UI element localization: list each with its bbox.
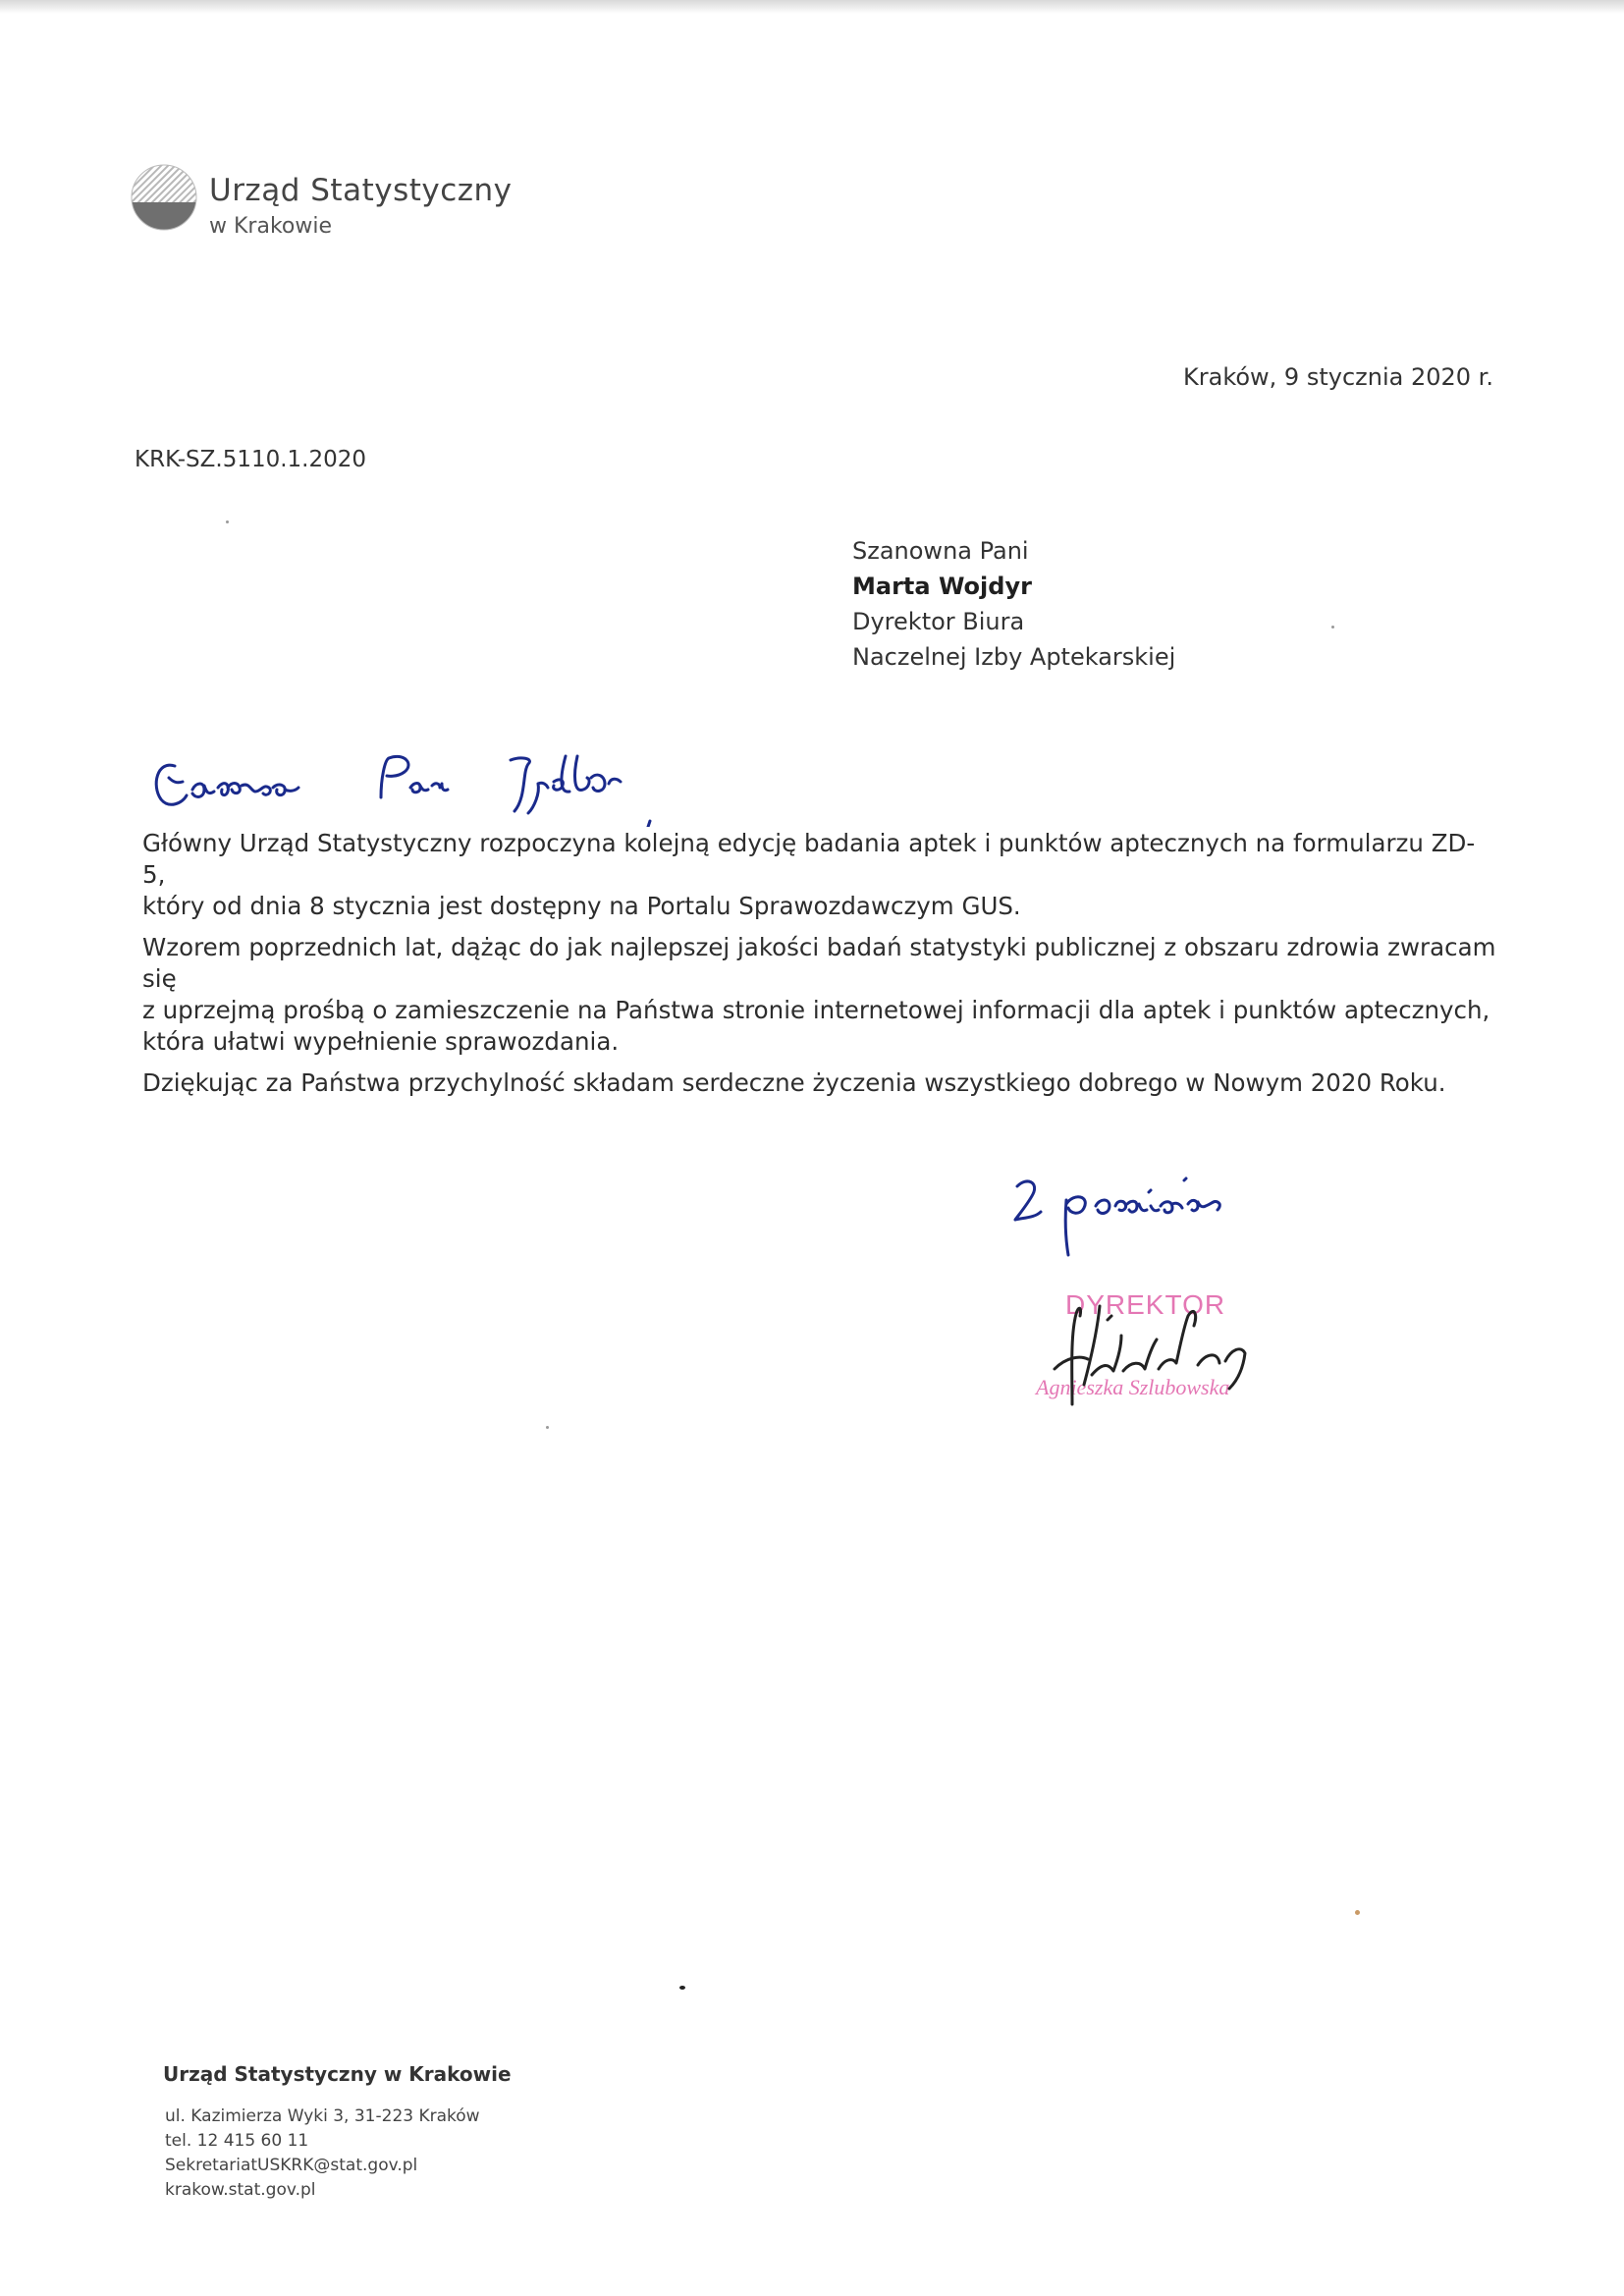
scan-speck xyxy=(679,1986,685,1990)
footer-address: ul. Kazimierza Wyki 3, 31-223 Kraków xyxy=(165,2106,480,2126)
recipient-title-2: Naczelnej Izby Aptekarskiej xyxy=(852,643,1176,671)
body-paragraph-2-line-3: która ułatwi wypełnienie sprawozdania. xyxy=(142,1027,620,1056)
footer-email[interactable]: SekretariatUSKRK@stat.gov.pl xyxy=(165,2156,418,2175)
scan-speck xyxy=(1355,1910,1360,1915)
logo-title: Urząd Statystyczny xyxy=(209,173,513,208)
stamp-title: DYREKTOR xyxy=(1065,1289,1226,1320)
gus-logo-icon xyxy=(130,161,198,259)
handwritten-closing xyxy=(1001,1157,1375,1275)
body-paragraph-2-line-2: z uprzejmą prośbą o zamieszczenie na Państwa stronie internetowej informacji dla aptek i punktów aptecznych, xyxy=(142,996,1490,1024)
body-paragraph-2-line-1: Wzorem poprzednich lat, dążąc do jak najlepszej jakości badań statystyki publicznej z obszaru zdrowia zwracam się xyxy=(142,933,1496,993)
scan-speck xyxy=(226,520,229,523)
footer-contact xyxy=(165,2105,480,2203)
body-paragraph-3: Dziękując za Państwa przychylność składam serdeczne życzenia wszystkiego dobrego w Nowym 2020 Roku. xyxy=(142,1068,1446,1097)
letter-body xyxy=(142,828,1497,1109)
footer-title: Urząd Statystyczny w Krakowie xyxy=(163,2062,512,2086)
reference-number: KRK-SZ.5110.1.2020 xyxy=(135,447,367,472)
letter-date: Kraków, 9 stycznia 2020 r. xyxy=(1183,363,1493,391)
scan-edge-shadow xyxy=(0,0,1624,14)
signature xyxy=(1011,1267,1306,1424)
stamp-name: Agnieszka Szlubowska xyxy=(1036,1375,1230,1399)
recipient-salutation: Szanowna Pani xyxy=(852,537,1029,565)
recipient-name: Marta Wojdyr xyxy=(852,573,1032,600)
recipient-title-1: Dyrektor Biura xyxy=(852,608,1025,635)
footer-phone: tel. 12 415 60 11 xyxy=(165,2131,309,2151)
recipient-block xyxy=(852,533,1175,675)
body-paragraph-1-line-2: który od dnia 8 stycznia jest dostępny na Portalu Sprawozdawczym GUS. xyxy=(142,892,1021,920)
body-paragraph-1-line-1: Główny Urząd Statystyczny rozpoczyna kolejną edycję badania aptek i punktów aptecznych na formularzu ZD-5, xyxy=(142,829,1476,889)
scan-speck xyxy=(546,1426,549,1429)
handwritten-salutation xyxy=(147,738,776,827)
footer-website[interactable]: krakow.stat.gov.pl xyxy=(165,2180,316,2200)
scan-speck xyxy=(1331,626,1334,629)
logo-subtitle: w Krakowie xyxy=(209,214,332,239)
